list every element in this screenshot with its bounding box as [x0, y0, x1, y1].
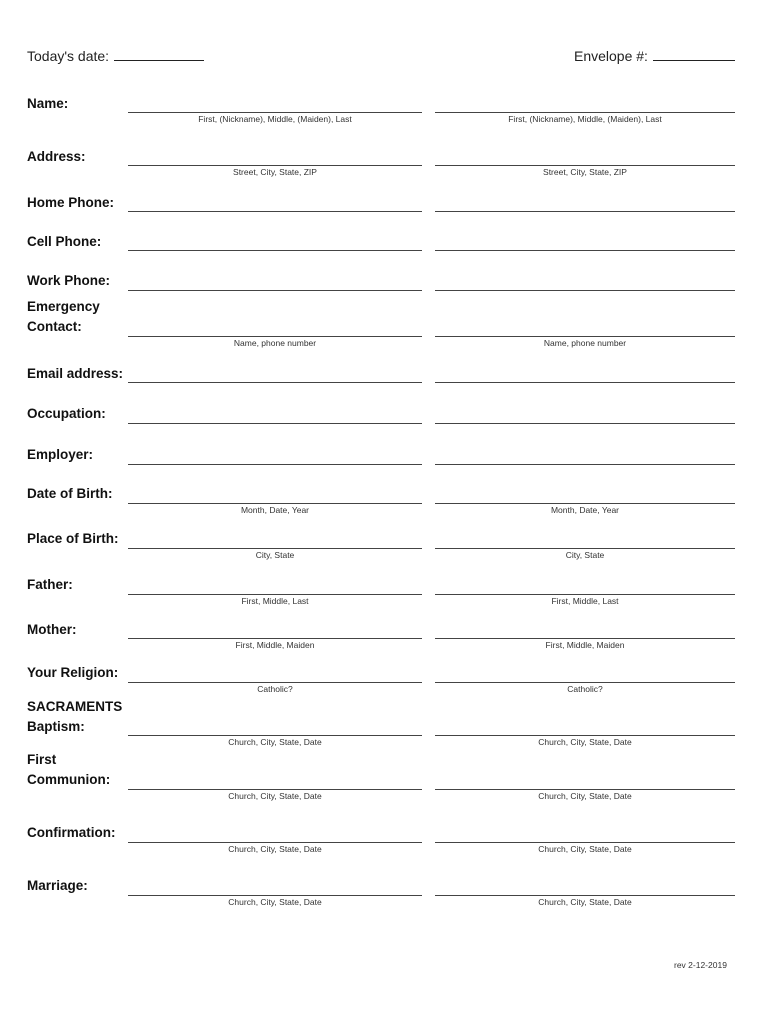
field-12-label: [27, 620, 77, 640]
field-15-hint: Church, City, State, Date: [228, 791, 322, 801]
field-11-hint: First, Middle, Last: [241, 596, 309, 606]
field-12-label-line: Mother:: [27, 622, 77, 637]
todays-date-blank[interactable]: [114, 48, 204, 61]
field-10-person1-input[interactable]: [128, 548, 422, 549]
field-15-label: [27, 750, 110, 790]
field-6-label-line: Email address:: [27, 366, 124, 381]
field-14-label-line: SACRAMENTS: [27, 699, 123, 714]
revision-note: rev 2-12-2019: [674, 960, 727, 970]
field-12-hint: First, Middle, Maiden: [545, 640, 625, 650]
field-16-hint: Church, City, State, Date: [538, 844, 632, 854]
field-15-label-line: Communion:: [27, 772, 111, 787]
field-7-person2-input[interactable]: [435, 423, 735, 424]
field-0-label: [27, 94, 68, 114]
field-9-hint: Month, Date, Year: [550, 505, 620, 515]
envelope-number-field: [574, 48, 735, 64]
field-9-hint: Month, Date, Year: [240, 505, 310, 515]
field-5-person1-input[interactable]: [128, 336, 422, 337]
field-11-label: [27, 575, 73, 595]
field-0-hint: First, (Nickname), Middle, (Maiden), Last: [198, 114, 352, 124]
field-7-label-line: Occupation:: [27, 406, 106, 421]
field-12-person1-input[interactable]: [128, 638, 422, 639]
field-2-label-line: Home Phone:: [27, 195, 115, 210]
field-16-label: [27, 823, 116, 843]
field-14-label: [27, 697, 122, 737]
field-13-label-line: Your Religion:: [27, 665, 119, 680]
field-13-hint: Catholic?: [257, 684, 293, 694]
field-5-hint: Name, phone number: [543, 338, 627, 348]
field-17-hint: Church, City, State, Date: [228, 897, 322, 907]
field-7-person1-input[interactable]: [128, 423, 422, 424]
field-8-label: [27, 445, 93, 465]
field-17-label-line: Marriage:: [27, 878, 88, 893]
field-15-hint: Church, City, State, Date: [538, 791, 632, 801]
field-3-person2-input[interactable]: [435, 250, 735, 251]
field-12-person2-input[interactable]: [435, 638, 735, 639]
field-16-label-line: Confirmation:: [27, 825, 116, 840]
field-13-person2-input[interactable]: [435, 682, 735, 683]
field-2-person1-input[interactable]: [128, 211, 422, 212]
field-13-person1-input[interactable]: [128, 682, 422, 683]
field-10-label-line: Place of Birth:: [27, 531, 119, 546]
field-8-person2-input[interactable]: [435, 464, 735, 465]
field-2-person2-input[interactable]: [435, 211, 735, 212]
field-9-person1-input[interactable]: [128, 503, 422, 504]
field-11-label-line: Father:: [27, 577, 73, 592]
field-5-hint: Name, phone number: [233, 338, 317, 348]
field-9-label: [27, 484, 113, 504]
field-16-person1-input[interactable]: [128, 842, 422, 843]
field-4-person2-input[interactable]: [435, 290, 735, 291]
field-13-label: [27, 663, 118, 683]
field-11-person1-input[interactable]: [128, 594, 422, 595]
field-14-label-line: Baptism:: [27, 719, 85, 734]
field-3-label: [27, 232, 101, 252]
field-7-label: [27, 404, 106, 424]
field-10-person2-input[interactable]: [435, 548, 735, 549]
field-4-person1-input[interactable]: [128, 290, 422, 291]
field-9-person2-input[interactable]: [435, 503, 735, 504]
field-14-hint: Church, City, State, Date: [538, 737, 632, 747]
field-8-label-line: Employer:: [27, 447, 94, 462]
field-13-hint: Catholic?: [567, 684, 603, 694]
field-9-label-line: Date of Birth:: [27, 486, 113, 501]
field-1-person1-input[interactable]: [128, 165, 422, 166]
field-0-label-line: Name:: [27, 96, 69, 111]
field-12-hint: First, Middle, Maiden: [235, 640, 315, 650]
field-15-person2-input[interactable]: [435, 789, 735, 790]
field-14-person2-input[interactable]: [435, 735, 735, 736]
envelope-number-blank[interactable]: [653, 48, 735, 61]
field-4-label-line: Work Phone:: [27, 273, 111, 288]
field-15-label-line: First: [27, 752, 57, 767]
field-2-label: [27, 193, 114, 213]
field-14-person1-input[interactable]: [128, 735, 422, 736]
field-6-person2-input[interactable]: [435, 382, 735, 383]
field-1-label-line: Address:: [27, 149, 86, 164]
field-5-label: [27, 297, 100, 337]
field-1-hint: Street, City, State, ZIP: [543, 167, 627, 177]
todays-date-label: Today's date:: [27, 48, 110, 64]
field-10-label: [27, 529, 119, 549]
field-0-person2-input[interactable]: [435, 112, 735, 113]
field-3-person1-input[interactable]: [128, 250, 422, 251]
field-8-person1-input[interactable]: [128, 464, 422, 465]
field-1-label: [27, 147, 86, 167]
field-10-hint: City, State: [255, 550, 295, 560]
field-6-label: [27, 364, 123, 384]
todays-date-field: [27, 48, 204, 64]
field-16-hint: Church, City, State, Date: [228, 844, 322, 854]
field-1-person2-input[interactable]: [435, 165, 735, 166]
field-15-person1-input[interactable]: [128, 789, 422, 790]
field-11-hint: First, Middle, Last: [551, 596, 619, 606]
field-14-hint: Church, City, State, Date: [228, 737, 322, 747]
field-17-person2-input[interactable]: [435, 895, 735, 896]
field-0-hint: First, (Nickname), Middle, (Maiden), Last: [508, 114, 662, 124]
field-17-label: [27, 876, 88, 896]
field-3-label-line: Cell Phone:: [27, 234, 102, 249]
field-6-person1-input[interactable]: [128, 382, 422, 383]
field-11-person2-input[interactable]: [435, 594, 735, 595]
envelope-number-label: Envelope #:: [574, 48, 648, 64]
field-1-hint: Street, City, State, ZIP: [233, 167, 317, 177]
field-5-label-line: Contact:: [27, 319, 82, 334]
field-5-person2-input[interactable]: [435, 336, 735, 337]
field-5-label-line: Emergency: [27, 299, 100, 314]
field-16-person2-input[interactable]: [435, 842, 735, 843]
field-0-person1-input[interactable]: [128, 112, 422, 113]
field-10-hint: City, State: [565, 550, 605, 560]
field-17-hint: Church, City, State, Date: [538, 897, 632, 907]
field-4-label: [27, 271, 110, 291]
field-17-person1-input[interactable]: [128, 895, 422, 896]
